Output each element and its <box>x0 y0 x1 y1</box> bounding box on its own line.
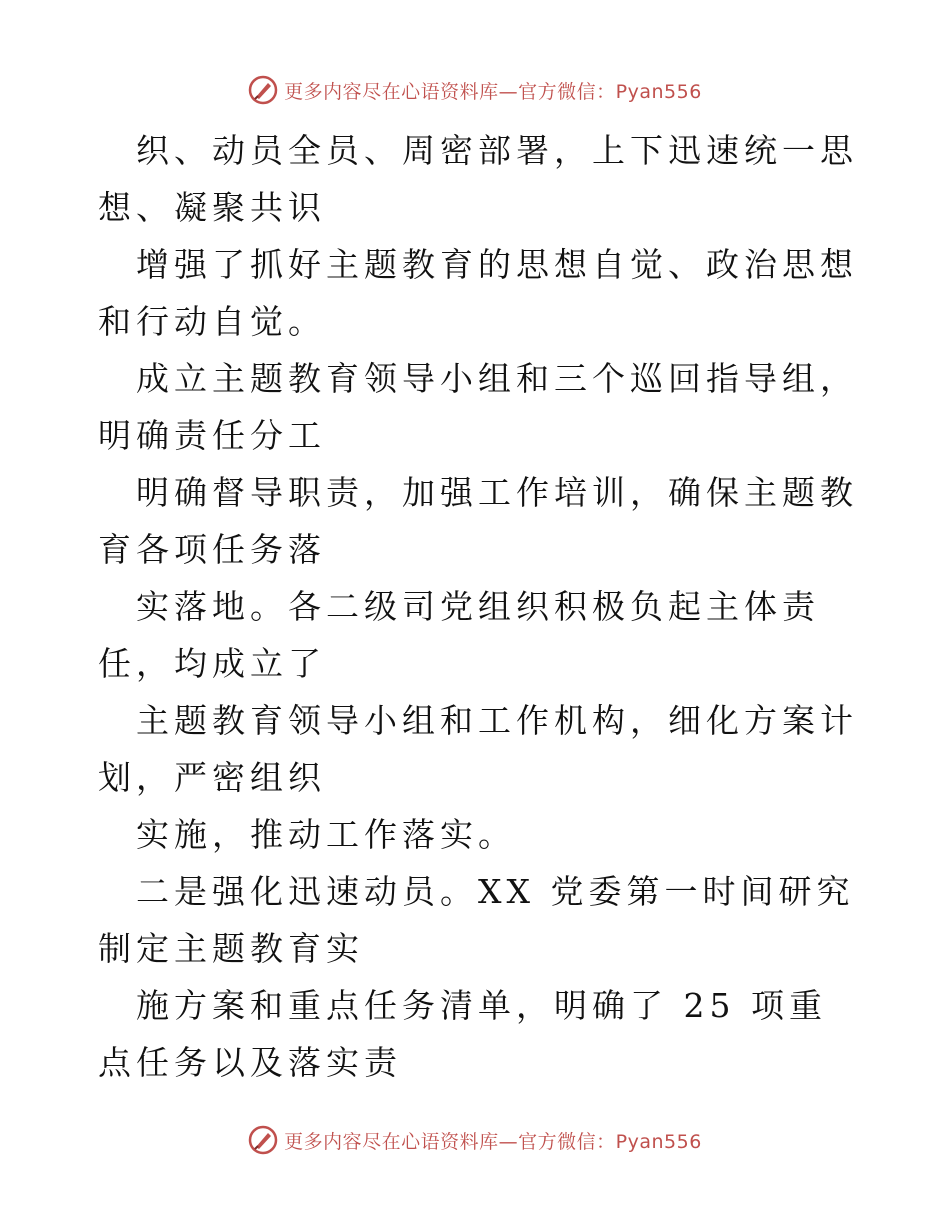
watermark-text: 更多内容尽在心语资料库—官方微信：Pyan556 <box>284 80 702 103</box>
paragraph: 明确督导职责，加强工作培训，确保主题教育各项任务落 <box>98 473 858 569</box>
paragraph: 成立主题教育领导小组和三个巡回指导组，明确责任分工 <box>98 359 858 455</box>
paragraph: 施方案和重点任务清单，明确了 25 项重点任务以及落实责 <box>98 986 827 1082</box>
footer-watermark <box>0 1120 950 1160</box>
paragraph: 二是强化迅速动员。XX 党委第一时间研究制定主题教育实 <box>98 872 855 968</box>
header-watermark <box>0 70 950 110</box>
paragraph: 增强了抓好主题教育的思想自觉、政治思想和行动自觉。 <box>98 245 858 341</box>
paragraph: 织、动员全员、周密部署，上下迅速统一思想、凝聚共识 <box>98 131 858 227</box>
feather-pen-logo-icon <box>248 1125 278 1155</box>
paragraph: 实落地。各二级司党组织积极负起主体责任，均成立了 <box>98 587 820 683</box>
document-body <box>98 122 858 1091</box>
paragraph: 主题教育领导小组和工作机构，细化方案计划，严密组织 <box>98 701 858 797</box>
paragraph: 实施，推动工作落实。 <box>136 815 516 854</box>
watermark-text: 更多内容尽在心语资料库—官方微信：Pyan556 <box>284 1130 702 1153</box>
feather-pen-logo-icon <box>248 75 278 105</box>
